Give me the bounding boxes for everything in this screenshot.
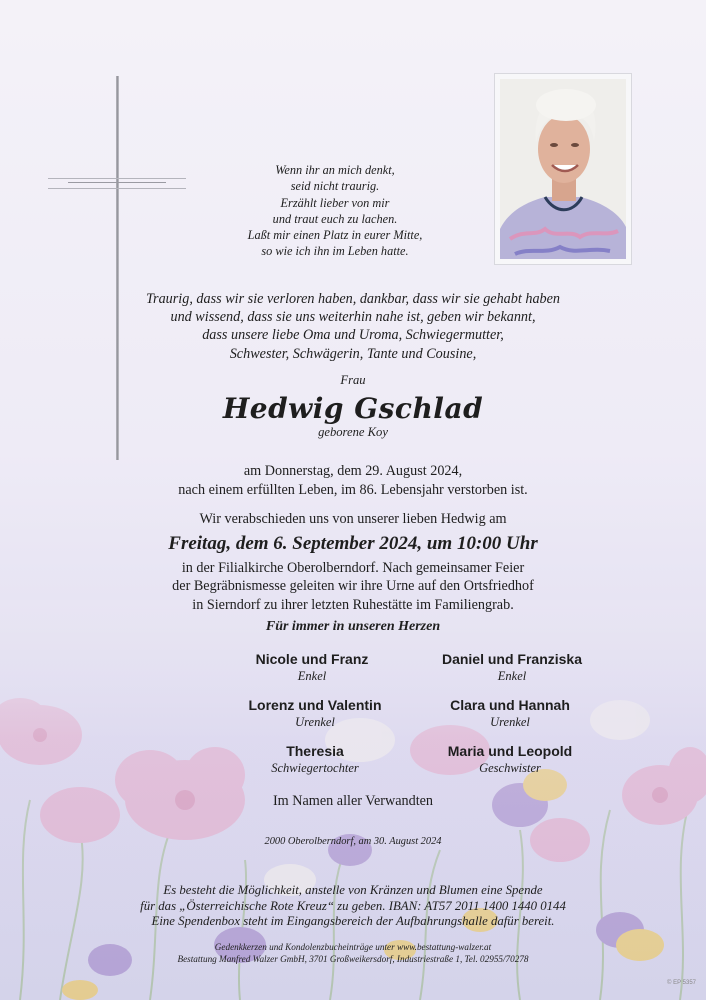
death-notice-line: nach einem erfüllten Leben, im 86. Lebensjahr verstorben ist. (178, 481, 528, 498)
service-line: in Sierndorf zu ihrer letzten Ruhestätte im Familiengrab. (192, 596, 514, 613)
intro-line: und wissend, dass sie uns weiterhin nahe ist, geben wir bekannt, (170, 309, 536, 326)
mourner-relation: Urenkel (490, 715, 530, 729)
farewell-text: Wir verabschieden uns von unserer lieben Hedwig am (199, 511, 507, 527)
intro-line: Schwester, Schwägerin, Tante und Cousine, (229, 345, 477, 362)
poem-line: Laßt mir einen Platz in eurer Mitte, (247, 228, 423, 243)
relatives-signoff: Im Namen aller Verwandten (272, 793, 434, 809)
birth-name: geborene Koy (318, 425, 388, 439)
mourner-relation: Schwiegertochter (271, 761, 359, 775)
mourner-name: Lorenz und Valentin (248, 697, 382, 713)
footer-line: Bestattung Manfred Walzer GmbH, 3701 Großweikersdorf, Industriestraße 1, Tel. 02955/70278 (177, 954, 529, 965)
intro-text (0, 290, 706, 363)
salutation: Frau (340, 373, 366, 387)
mourner-entry (410, 697, 610, 730)
service-details (0, 559, 706, 614)
deceased-name: Hedwig Gschlad (222, 392, 484, 425)
intro-line: Traurig, dass wir sie verloren haben, dankbar, dass wir sie gehabt haben (145, 291, 561, 307)
mourner-name: Maria und Leopold (447, 743, 573, 759)
mourner-entry (215, 743, 415, 776)
poem (200, 162, 470, 260)
funeral-home-footer (0, 941, 706, 965)
death-notice (0, 462, 706, 499)
mourner-entry (215, 697, 415, 730)
mourner-name: Clara und Hannah (450, 697, 570, 713)
mourner-relation: Enkel (497, 669, 527, 683)
funeral-date: Freitag, dem 6. September 2024, um 10:00 Uhr (168, 533, 538, 554)
donation-line: Es besteht die Möglichkeit, anstelle von Kränzen und Blumen eine Spende (163, 883, 543, 897)
poem-line: Erzählt lieber von mir (280, 195, 390, 210)
mourner-relation: Enkel (297, 669, 327, 683)
intro-line: dass unsere liebe Oma und Uroma, Schwiegermutter, (202, 327, 504, 344)
service-line: der Begräbnismesse geleiten wir ihre Urne auf den Ortsfriedhof (172, 578, 534, 595)
service-line: in der Filialkirche Oberolberndorf. Nach gemeinsamer Feier (181, 560, 525, 576)
mourner-name: Nicole und Franz (255, 651, 369, 667)
mourner-entry (212, 651, 412, 684)
mourner-entry (412, 651, 612, 684)
mourner-name: Daniel und Franziska (441, 651, 583, 667)
footer-line: Gedenkkerzen und Kondolenzbucheinträge unter www.bestattung-walzer.at (214, 942, 492, 952)
death-notice-line: am Donnerstag, dem 29. August 2024, (243, 463, 463, 479)
motto: Für immer in unseren Herzen (265, 619, 441, 634)
mourner-relation: Urenkel (295, 715, 335, 729)
design-code: © EP 5357 (667, 980, 696, 986)
poem-line: und traut euch zu lachen. (272, 211, 398, 226)
mourner-name: Theresia (286, 743, 344, 759)
donation-line: Eine Spendenbox steht im Eingangsbereich der Aufbahrungshalle dafür bereit. (151, 914, 555, 929)
poem-line: so wie ich ihn im Leben hatte. (261, 244, 409, 259)
donation-line: für das „Österreichische Rote Kreuz“ zu geben. IBAN: AT57 2011 1400 1440 0144 (140, 898, 566, 913)
place-and-date: 2000 Oberolberndorf, am 30. August 2024 (264, 836, 442, 847)
mourner-entry (410, 743, 610, 776)
poem-line: seid nicht traurig. (290, 179, 380, 194)
donation-notice (0, 883, 706, 930)
poem-line: Wenn ihr an mich denkt, (275, 163, 395, 177)
mourner-relation: Geschwister (479, 761, 541, 775)
